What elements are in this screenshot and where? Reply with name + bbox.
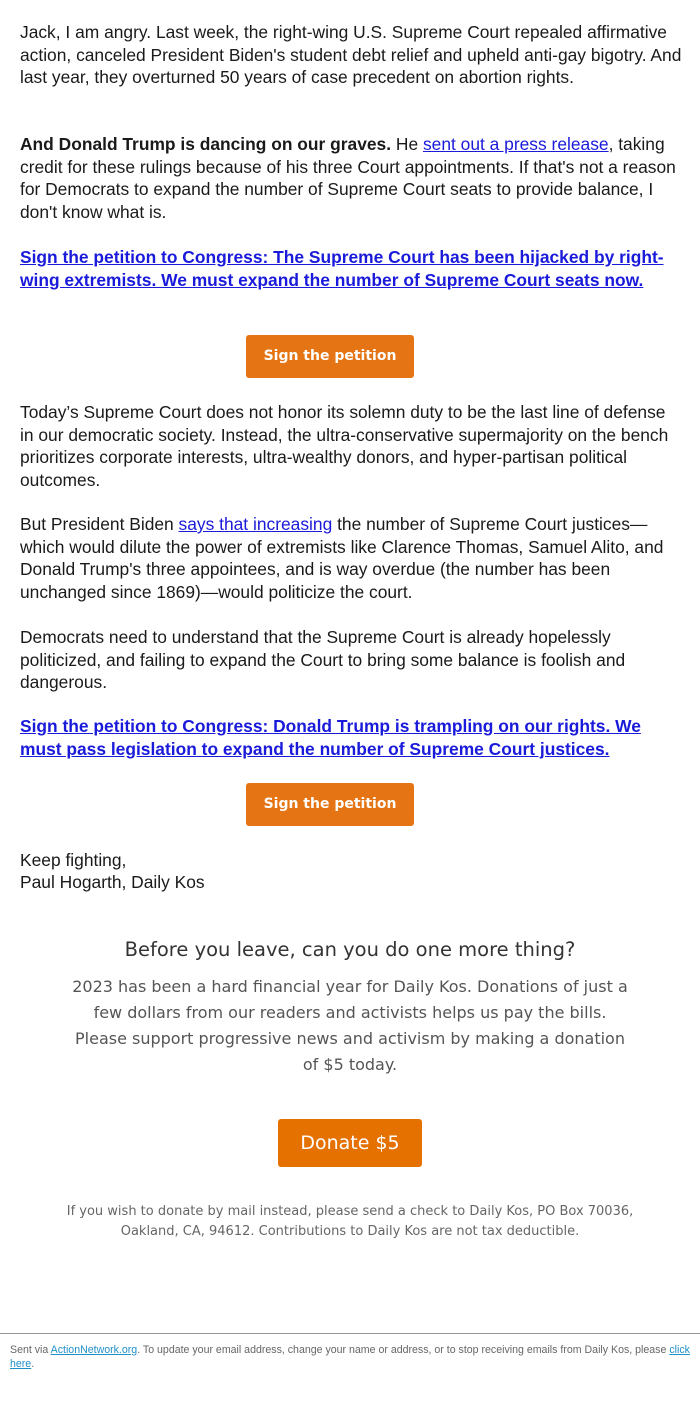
p2-text-a: He (391, 134, 423, 154)
paragraph-intro: Jack, I am angry. Last week, the right-wing U.S. Supreme Court repealed affirmative action, canceled President Biden's student debt relief and upheld anti-gay bigotry. And last year, they overturned 50 years of case precedent on abortion rights. (20, 22, 682, 88)
petition-link-1[interactable]: Sign the petition to Congress: The Supreme Court has been hijacked by right-wing extremists. We must expand the number of Supreme Court seats now. (20, 247, 664, 290)
p4-text-b: the number of Supreme Court justices—which would dilute the power of extremists like Clarence Thomas, Samuel Alito, and Donald Trump's three appointees, and is way overdue (the number has been unchanged since 1869)—would politicize the court. (20, 514, 664, 602)
p4-text-a: But President Biden (20, 514, 179, 534)
sign-petition-button-1[interactable]: Sign the petition (246, 335, 414, 378)
footer-sent-via: Sent via (10, 1344, 51, 1356)
donation-ask-body: 2023 has been a hard financial year for Daily Kos. Donations of just a few dollars from our readers and activists helps us pay the bills. Please support progressive news and activism by making a donation of $5 today. (72, 977, 628, 1074)
unsubscribe-link[interactable]: click here (10, 1344, 690, 1370)
paragraph-biden (20, 513, 682, 603)
footer-divider (0, 1333, 700, 1334)
donation-ask-title: Before you leave, can you do one more thing? (124, 938, 576, 961)
says-increasing-link[interactable]: says that increasing (178, 514, 333, 534)
bold-lead: And Donald Trump is dancing on our graves. (20, 134, 392, 154)
mail-donation-note: If you wish to donate by mail instead, please send a check to Daily Kos, PO Box 70036, Oakland, CA, 94612. Contributions to Daily Kos are not tax deductible. (66, 1204, 634, 1239)
footer (10, 1343, 690, 1371)
paragraph-democrats: Democrats need to understand that the Supreme Court is already hopelessly politicized, and failing to expand the Court to bring some balance is foolish and dangerous. (20, 627, 626, 693)
petition-link-2[interactable]: Sign the petition to Congress: Donald Trump is trampling on our rights. We must pass legislation to expand the number of Supreme Court justices. (20, 716, 641, 759)
footer-end: . (31, 1358, 35, 1370)
paragraph-court: Today’s Supreme Court does not honor its solemn duty to be the last line of defense in our democratic society. Instead, the ultra-conservative supermajority on the bench prioritizes corporate interests, ultra-wealthy donors, and hyper-partisan political outcomes. (20, 402, 669, 490)
paragraph-trump (20, 133, 682, 223)
p2-text-b: , taking credit for these rulings because of his three Court appointments. If that's not a reason for Democrats to expand the number of Supreme Court seats to provide balance, I don't know what is. (20, 134, 676, 222)
press-release-link[interactable]: sent out a press release (422, 134, 609, 154)
sign-petition-button-2[interactable]: Sign the petition (246, 783, 414, 826)
footer-text: . To update your email address, change your name or address, or to stop receiving emails from Daily Kos, please (137, 1344, 670, 1356)
donate-button[interactable]: Donate $5 (278, 1119, 422, 1167)
signoff-line-1: Keep fighting, (20, 850, 127, 870)
actionnetwork-link[interactable]: ActionNetwork.org (50, 1344, 138, 1356)
signoff-line-2: Paul Hogarth, Daily Kos (20, 872, 205, 892)
